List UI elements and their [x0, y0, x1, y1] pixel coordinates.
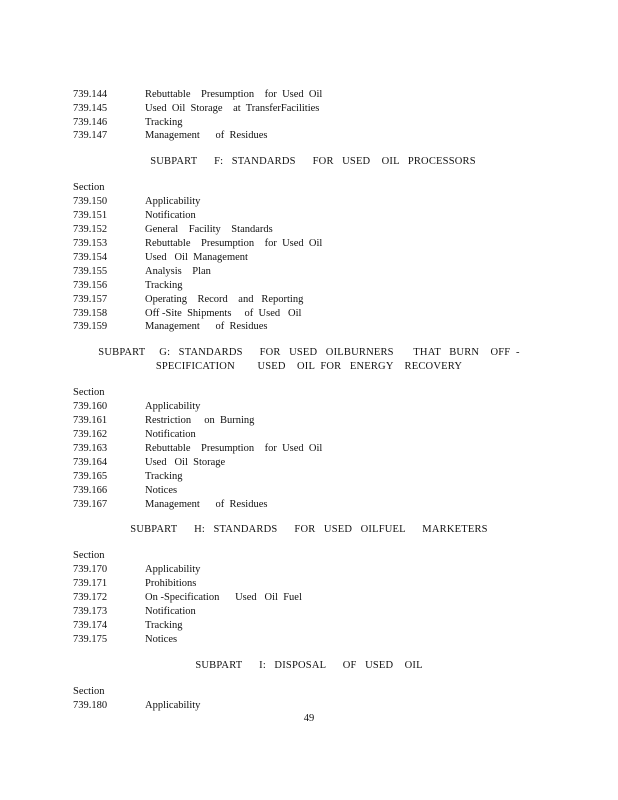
section-title: Management of Residues: [145, 321, 268, 332]
section-number: 739.173: [73, 606, 108, 617]
section-title: Applicability: [145, 196, 201, 207]
section-title: Notification: [145, 429, 196, 440]
section-title: Notification: [145, 210, 196, 221]
section-number: 739.155: [73, 266, 108, 277]
section-title: Prohibitions: [145, 578, 197, 589]
subpart-g-heading: SUBPART G: STANDARDS FOR USED OILBURNERS THAT BURN OFF -: [98, 347, 520, 358]
section-title: Used Oil Storage: [145, 457, 226, 468]
section-number: 739.154: [73, 252, 108, 263]
section-title: Tracking: [145, 117, 183, 128]
section-title: On -Specification Used Oil Fuel: [145, 592, 302, 603]
section-number: 739.157: [73, 294, 108, 305]
section-number: 739.147: [73, 130, 108, 141]
section-number: 739.146: [73, 117, 108, 128]
section-title: General Facility Standards: [145, 224, 273, 235]
subpart-h-heading: SUBPART H: STANDARDS FOR USED OILFUEL MARKETERS: [130, 524, 488, 535]
section-number: 739.172: [73, 592, 108, 603]
section-number: 739.165: [73, 471, 108, 482]
section-number: 739.156: [73, 280, 108, 291]
section-number: 739.161: [73, 415, 108, 426]
section-title: Applicability: [145, 401, 201, 412]
section-title: Tracking: [145, 471, 183, 482]
section-number: 739.158: [73, 308, 108, 319]
section-title: Rebuttable Presumption for Used Oil: [145, 238, 323, 249]
section-title: Restriction on Burning: [145, 415, 255, 426]
section-title: Used Oil Storage at TransferFacilities: [145, 103, 320, 114]
section-number: 739.152: [73, 224, 108, 235]
section-label: Section: [73, 550, 105, 561]
section-number: 739.160: [73, 401, 108, 412]
section-title: Notification: [145, 606, 196, 617]
section-title: Tracking: [145, 620, 183, 631]
section-title: Rebuttable Presumption for Used Oil: [145, 89, 323, 100]
section-number: 739.145: [73, 103, 108, 114]
section-label: Section: [73, 686, 105, 697]
section-number: 739.162: [73, 429, 108, 440]
section-number: 739.151: [73, 210, 108, 221]
page-number: 49: [303, 713, 315, 724]
section-number: 739.175: [73, 634, 108, 645]
section-title: Applicability: [145, 564, 201, 575]
section-title: Rebuttable Presumption for Used Oil: [145, 443, 323, 454]
section-title: Tracking: [145, 280, 183, 291]
section-label: Section: [73, 387, 105, 398]
subpart-g-heading-continued: SPECIFICATION USED OIL FOR ENERGY RECOVERY: [155, 361, 463, 372]
section-number: 739.180: [73, 700, 108, 711]
section-label: Section: [73, 182, 105, 193]
section-number: 739.167: [73, 499, 108, 510]
section-number: 739.159: [73, 321, 108, 332]
section-title: Notices: [145, 634, 178, 645]
section-number: 739.170: [73, 564, 108, 575]
subpart-i-heading: SUBPART I: DISPOSAL OF USED OIL: [195, 660, 423, 671]
section-number: 739.153: [73, 238, 108, 249]
section-title: Management of Residues: [145, 130, 268, 141]
section-title: Analysis Plan: [145, 266, 211, 277]
section-number: 739.171: [73, 578, 108, 589]
section-number: 739.163: [73, 443, 108, 454]
section-number: 739.164: [73, 457, 108, 468]
section-number: 739.144: [73, 89, 108, 100]
section-title: Management of Residues: [145, 499, 268, 510]
section-title: Notices: [145, 485, 178, 496]
section-title: Used Oil Management: [145, 252, 248, 263]
section-title: Off -Site Shipments of Used Oil: [145, 308, 302, 319]
subpart-f-heading: SUBPART F: STANDARDS FOR USED OIL PROCESSORS: [150, 156, 476, 167]
section-title: Operating Record and Reporting: [145, 294, 304, 305]
section-number: 739.150: [73, 196, 108, 207]
section-number: 739.174: [73, 620, 108, 631]
section-title: Applicability: [145, 700, 201, 711]
section-number: 739.166: [73, 485, 108, 496]
